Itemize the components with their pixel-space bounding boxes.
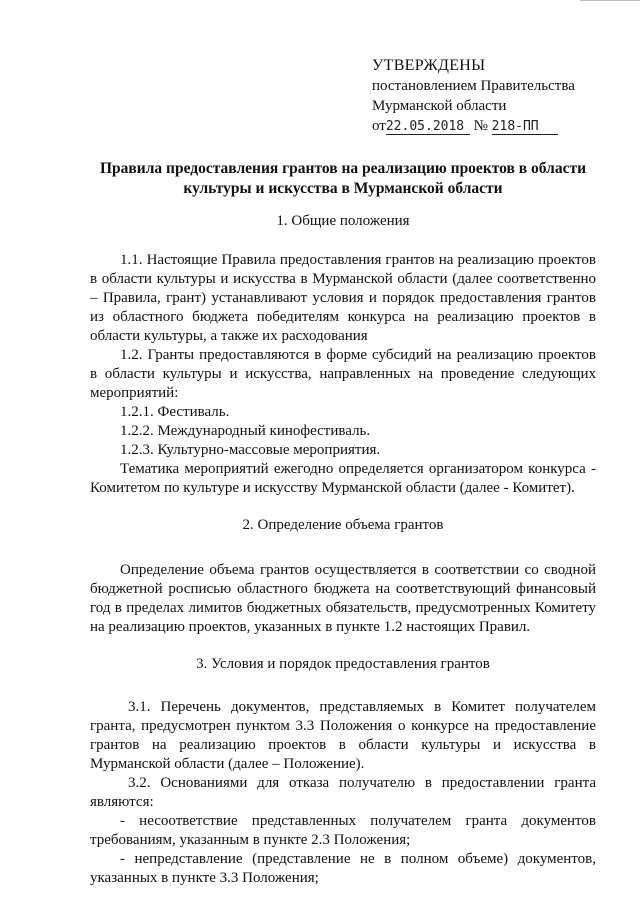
scan-edge-mark bbox=[580, 0, 640, 3]
list-item-2: 1.2.2. Международный кинофестиваль. bbox=[120, 423, 371, 439]
section-3-paragraph-2: 3.2. Основаниями для отказа получателю в предоставлении гранта являются: bbox=[90, 775, 596, 810]
section-3-paragraph-1: 3.1. Перечень документов, представляемых в Комитет получателем гранта, предусмотрен пунктом 3.3 Положения о конкурсе на предоставление грантов на реализацию проектов в области культуры и искусства в Мурманской области (далее – Положение). bbox=[90, 699, 596, 772]
section-2-paragraph-1: Определение объема грантов осуществляется в соответствии со сводной бюджетной росписью областного бюджета на соответствующий финансовый год в пределах лимитов бюджетных обязательств, предусмотренных Комитету на реализацию проектов, указанных в пункте 1.2 настоящих Правил. bbox=[90, 562, 596, 635]
section-3-bullet-2: - непредставление (представление не в полном объеме) документов, указанных в пункте 3.3 Положения; bbox=[90, 851, 596, 886]
section-2-heading: 2. Определение объема грантов bbox=[242, 517, 444, 533]
section-1-heading: 1. Общие положения bbox=[276, 213, 410, 229]
section-1-paragraph-1: 1.1. Настоящие Правила предоставления грантов на реализацию проектов в области культуры и искусства в Мурманской области (далее соответственно – Правила, грант) устанавливают условия и порядок предоставления грантов из областного бюджета победителям конкурса на реализацию проектов в области культуры, а также их расходования bbox=[90, 252, 596, 344]
handwritten-date: 22.05.2018 bbox=[386, 119, 470, 135]
number-sign: № bbox=[473, 118, 488, 134]
document-body bbox=[90, 159, 596, 888]
approval-line-1: постановлением Правительства bbox=[372, 78, 575, 94]
list-item-3: 1.2.3. Культурно-массовые мероприятия. bbox=[120, 442, 381, 458]
list-item-1: 1.2.1. Фестиваль. bbox=[120, 404, 230, 420]
handwritten-number: 218-ПП bbox=[492, 119, 558, 135]
section-1-paragraph-3: Тематика мероприятий ежегодно определяется организатором конкурса - Комитетом по культуре и искусству Мурманской области (далее - Комитет). bbox=[90, 461, 596, 496]
date-prefix: от bbox=[372, 118, 386, 134]
approval-stamp-block bbox=[372, 56, 602, 136]
section-3-bullet-1: - несоответствие представленных получателем гранта документов требованиям, указанным в пункте 2.3 Положения; bbox=[90, 813, 596, 848]
approval-date-line bbox=[372, 116, 602, 136]
section-1-paragraph-2: 1.2. Гранты предоставляются в форме субсидий на реализацию проектов в области культуры и искусства, направленных на проведение следующих мероприятий: bbox=[90, 347, 596, 401]
approval-heading: УТВЕРЖДЕНЫ bbox=[372, 57, 486, 74]
section-3-heading: 3. Условия и порядок предоставления грантов bbox=[196, 656, 490, 672]
document-title: Правила предоставления грантов на реализацию проектов в области культуры и искусства в Мурманской области bbox=[99, 160, 586, 197]
approval-line-2: Мурманской области bbox=[372, 98, 507, 114]
